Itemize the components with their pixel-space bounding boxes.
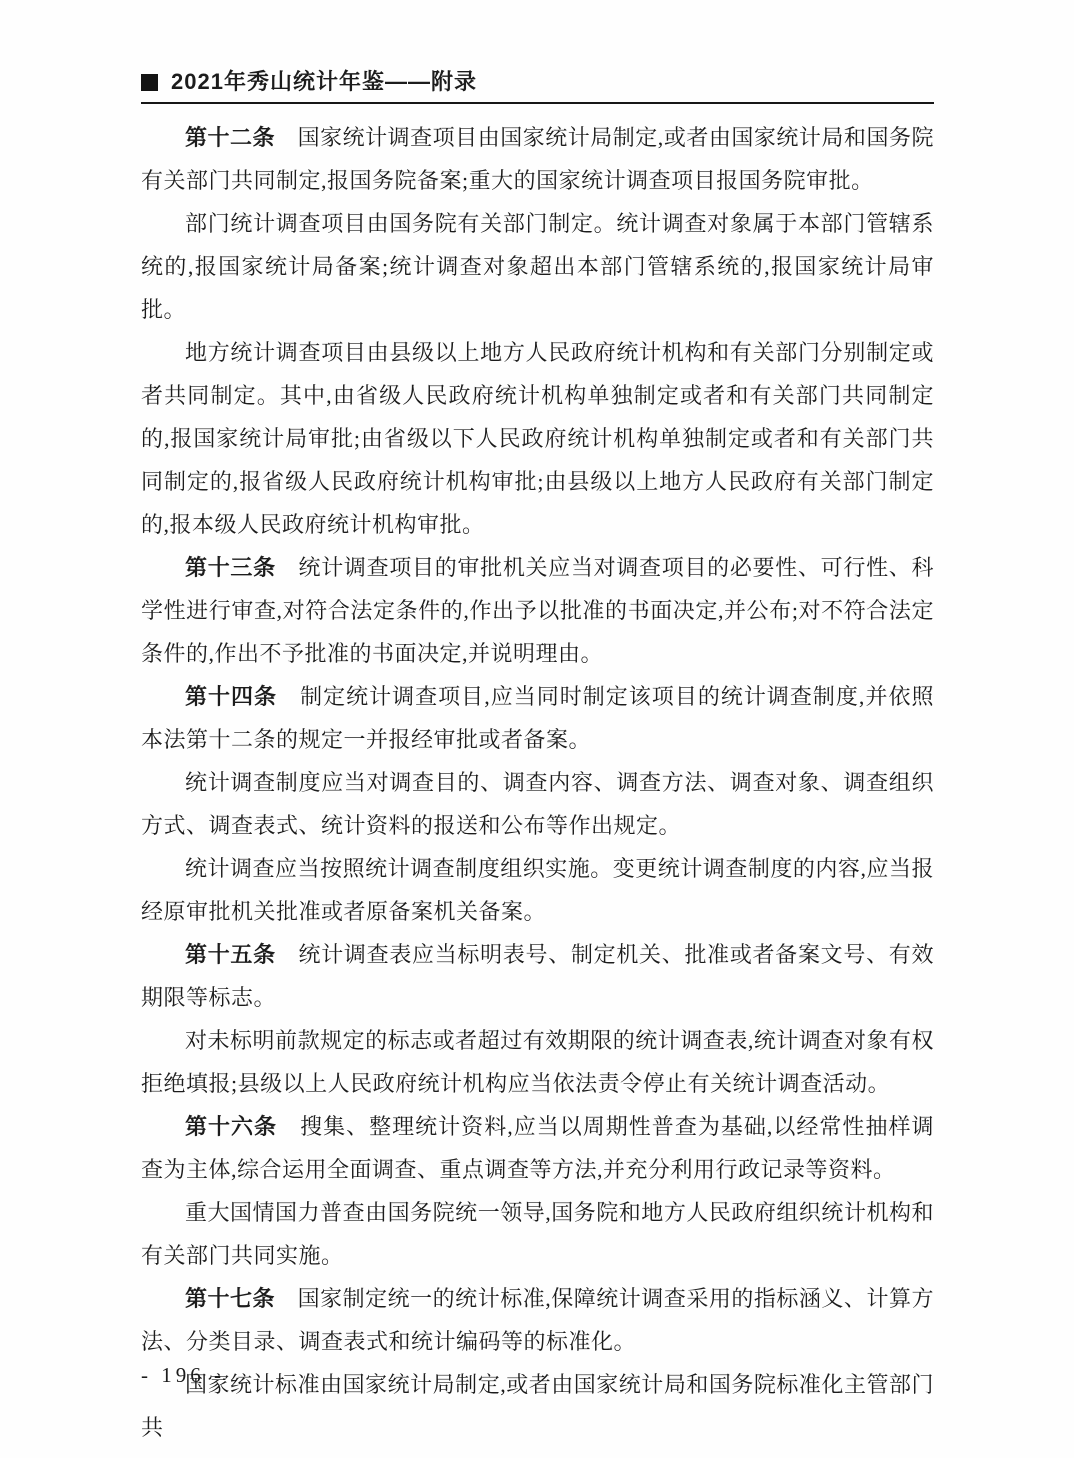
paragraph bbox=[141, 1105, 934, 1191]
paragraph-text: 国家统计标准由国家统计局制定,或者由国家统计局和国务院标准化主管部门共 bbox=[141, 1372, 934, 1440]
paragraph-text: 重大国情国力普查由国务院统一领导,国务院和地方人民政府组织统计机构和有关部门共同实施。 bbox=[141, 1200, 934, 1268]
paragraph-text: 统计调查项目的审批机关应当对调查项目的必要性、可行性、科学性进行审查,对符合法定条件的,作出予以批准的书面决定,并公布;对不符合法定条件的,作出不予批准的书面决定,并说明理由。 bbox=[141, 555, 934, 666]
paragraph-text: 地方统计调查项目由县级以上地方人民政府统计机构和有关部门分别制定或者共同制定。其中,由省级人民政府统计机构单独制定或者和有关部门共同制定的,报国家统计局审批;由省级以下人民政府统计机构单独制定或者和有关部门共同制定的,报省级人民政府统计机构审批;由县级以上地方人民政府有关部门制定的,报本级人民政府统计机构审批。 bbox=[141, 340, 934, 537]
paragraph-text: 国家统计调查项目由国家统计局制定,或者由国家统计局和国务院有关部门共同制定,报国务院备案;重大的国家统计调查项目报国务院审批。 bbox=[141, 125, 934, 193]
article-number: 第十三条 bbox=[185, 555, 276, 580]
paragraph-text: 统计调查应当按照统计调查制度组织实施。变更统计调查制度的内容,应当报经原审批机关批准或者原备案机关备案。 bbox=[141, 856, 934, 924]
paragraph bbox=[141, 1363, 934, 1449]
black-square-icon bbox=[141, 74, 158, 91]
paragraph bbox=[141, 761, 934, 847]
paragraph-text: 国家制定统一的统计标准,保障统计调查采用的指标涵义、计算方法、分类目录、调查表式和统计编码等的标准化。 bbox=[141, 1286, 934, 1354]
article-number: 第十五条 bbox=[185, 942, 276, 967]
page-title: 2021年秀山统计年鉴——附录 bbox=[171, 69, 477, 94]
paragraph-text: 制定统计调查项目,应当同时制定该项目的统计调查制度,并依照本法第十二条的规定一并报经审批或者备案。 bbox=[141, 684, 934, 752]
paragraph-text: 统计调查制度应当对调查目的、调查内容、调查方法、调查对象、调查组织方式、调查表式、统计资料的报送和公布等作出规定。 bbox=[141, 770, 934, 838]
paragraph bbox=[141, 546, 934, 675]
paragraph bbox=[141, 202, 934, 331]
paragraph-text: 对未标明前款规定的标志或者超过有效期限的统计调查表,统计调查对象有权拒绝填报;县级以上人民政府统计机构应当依法责令停止有关统计调查活动。 bbox=[141, 1028, 934, 1096]
document-body bbox=[141, 116, 934, 1449]
paragraph bbox=[141, 847, 934, 933]
article-number: 第十六条 bbox=[185, 1114, 278, 1139]
paragraph bbox=[141, 1277, 934, 1363]
article-number: 第十七条 bbox=[185, 1286, 276, 1311]
paragraph-text: 统计调查表应当标明表号、制定机关、批准或者备案文号、有效期限等标志。 bbox=[141, 942, 934, 1010]
paragraph bbox=[141, 675, 934, 761]
paragraph bbox=[141, 933, 934, 1019]
article-number: 第十二条 bbox=[185, 125, 276, 150]
paragraph bbox=[141, 331, 934, 546]
page-number: - 196 - bbox=[141, 1363, 225, 1387]
paragraph bbox=[141, 1019, 934, 1105]
article-number: 第十四条 bbox=[185, 684, 278, 709]
running-head bbox=[141, 70, 934, 104]
paragraph-text: 部门统计调查项目由国务院有关部门制定。统计调查对象属于本部门管辖系统的,报国家统计局备案;统计调查对象超出本部门管辖系统的,报国家统计局审批。 bbox=[141, 211, 934, 322]
paragraph bbox=[141, 1191, 934, 1277]
paragraph bbox=[141, 116, 934, 202]
paragraph-text: 搜集、整理统计资料,应当以周期性普查为基础,以经常性抽样调查为主体,综合运用全面调查、重点调查等方法,并充分利用行政记录等资料。 bbox=[141, 1114, 934, 1182]
